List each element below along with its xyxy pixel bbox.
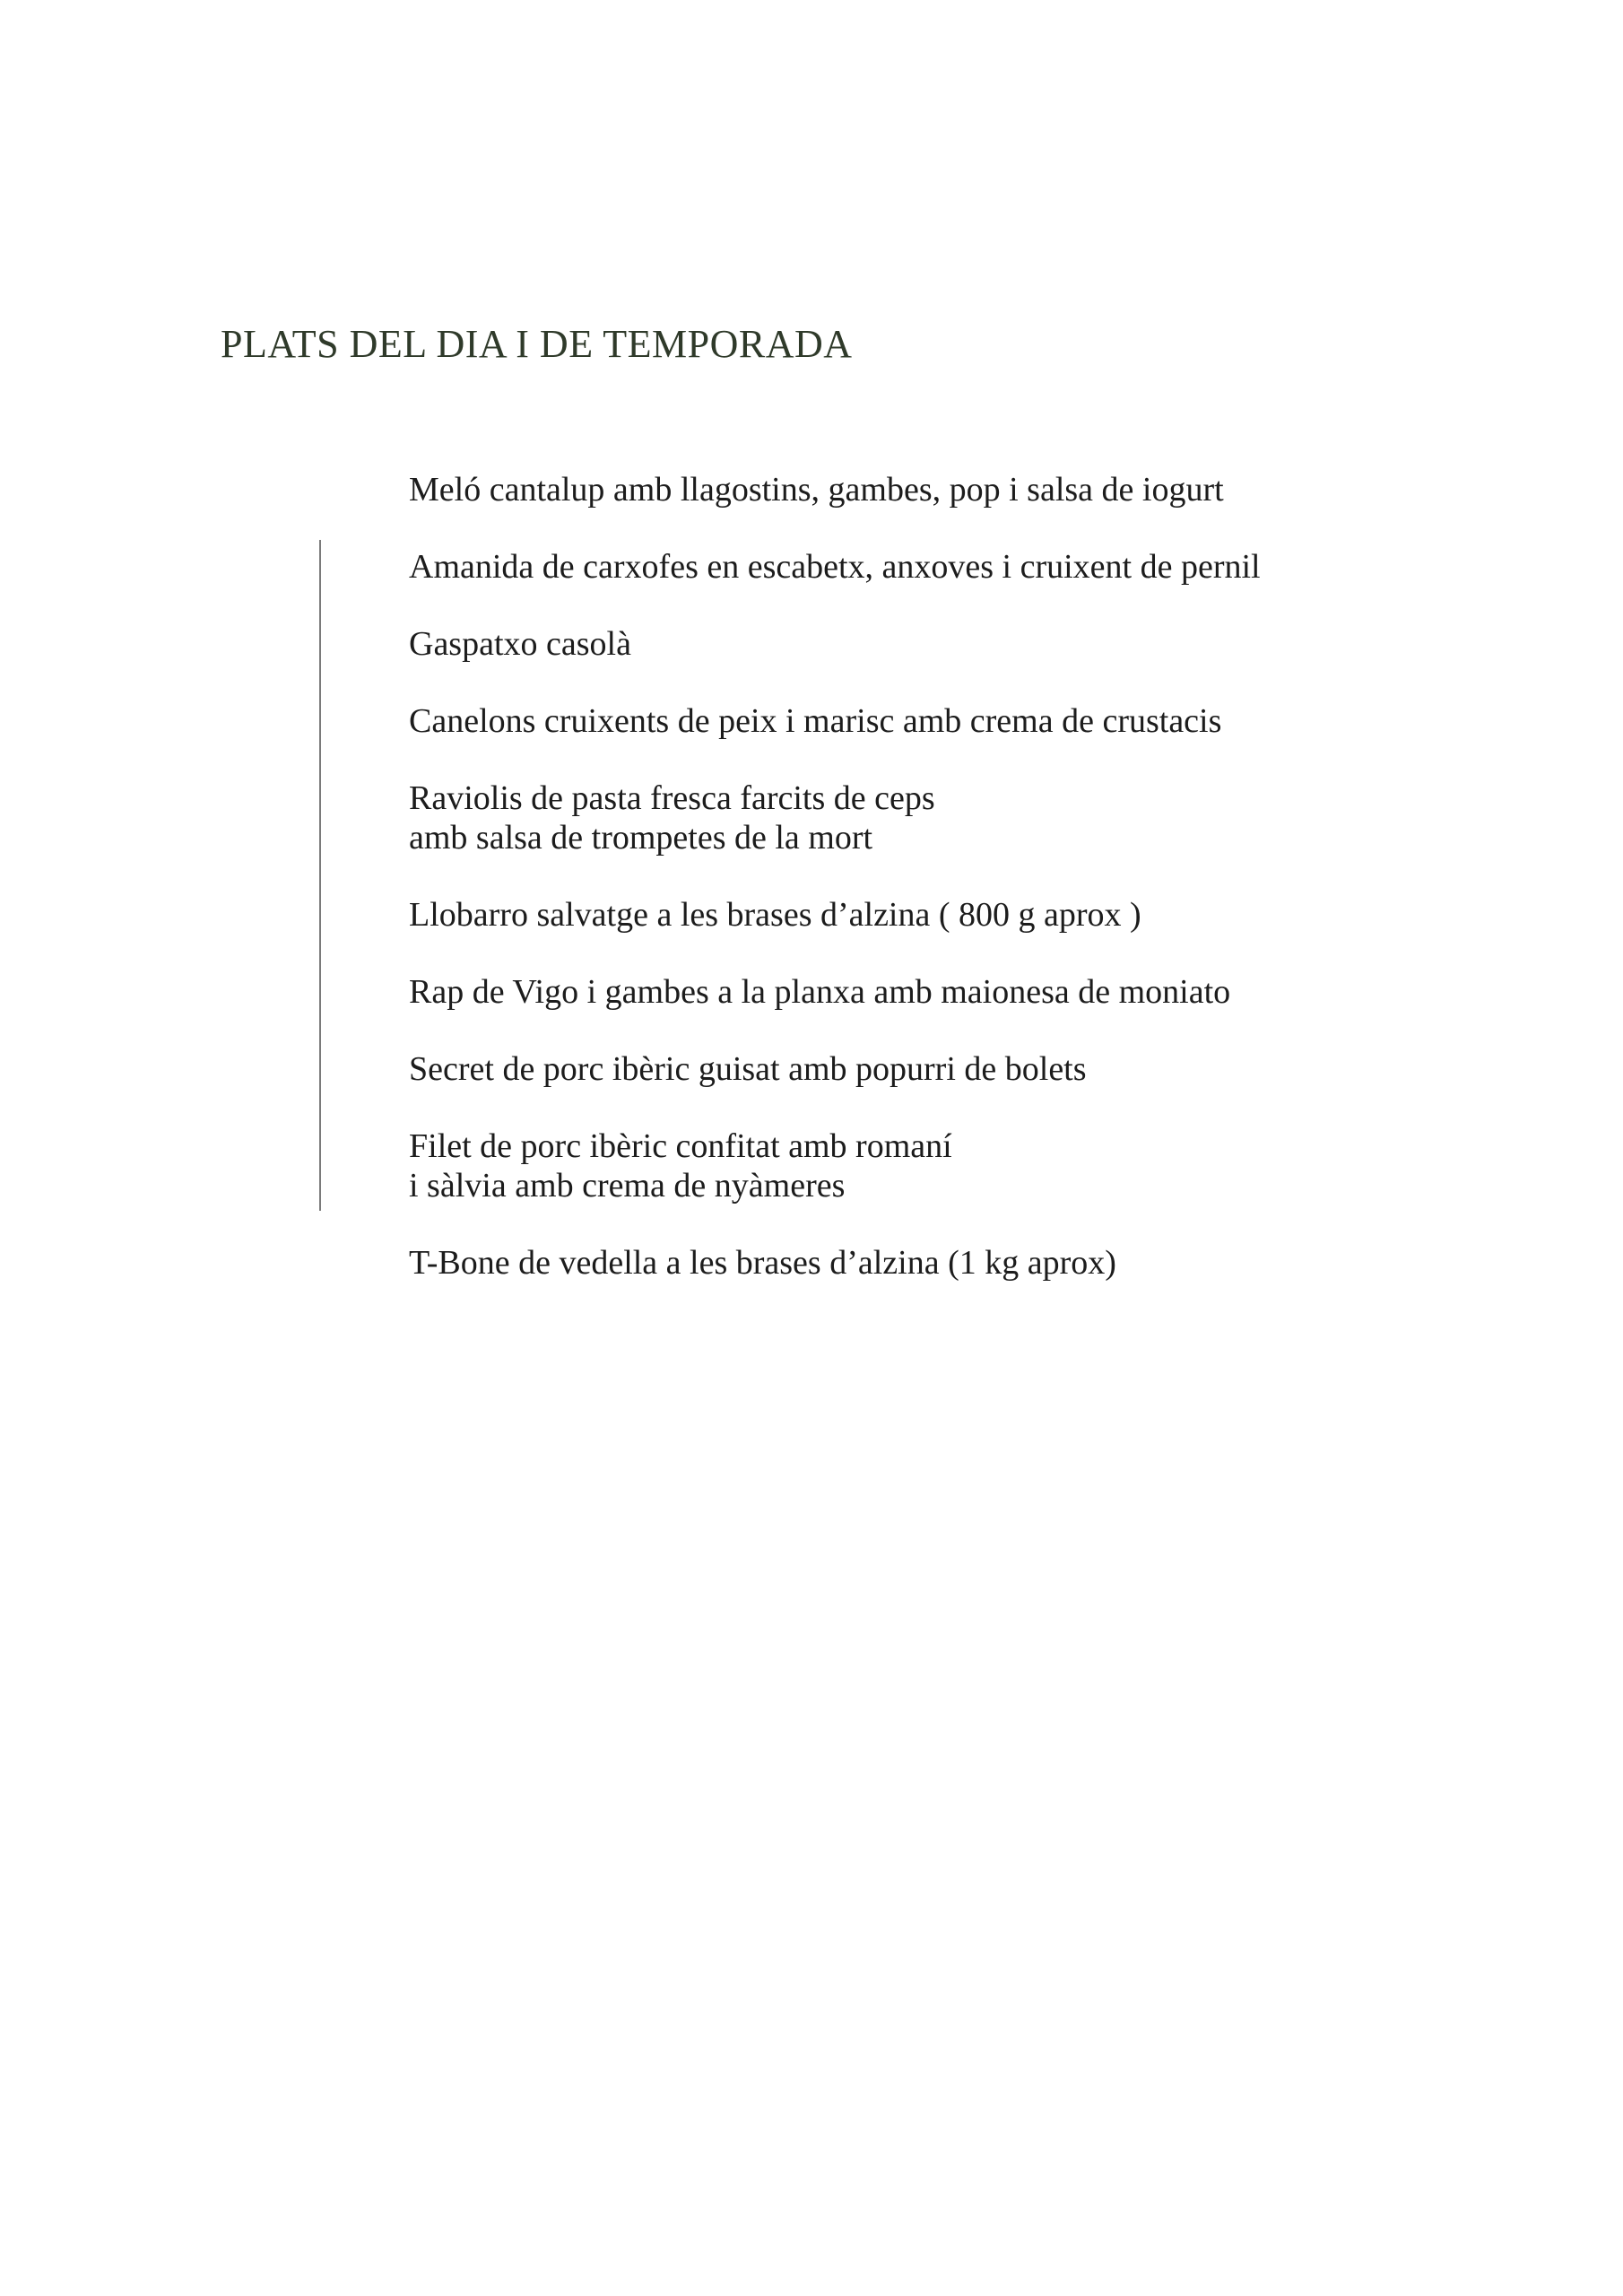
dish-list	[409, 470, 1261, 1320]
dish-item	[409, 1126, 1261, 1205]
dish-item	[409, 1243, 1261, 1283]
dish-item	[409, 778, 1261, 857]
dish-line: amb salsa de trompetes de la mort	[409, 819, 873, 857]
dish-line: T-Bone de vedella a les brases d’alzina (1 kg aprox)	[409, 1244, 1116, 1282]
dish-line: Amanida de carxofes en escabetx, anxoves i cruixent de pernil	[409, 548, 1261, 586]
dish-line: i sàlvia amb crema de nyàmeres	[409, 1167, 846, 1205]
dish-line: Secret de porc ibèric guisat amb popurri de bolets	[409, 1050, 1087, 1088]
dish-line: Rap de Vigo i gambes a la planxa amb maionesa de moniato	[409, 973, 1231, 1011]
dish-item	[409, 972, 1261, 1012]
page-title: PLATS DEL DIA I DE TEMPORADA	[221, 322, 853, 366]
dish-line: Filet de porc ibèric confitat amb romaní	[409, 1127, 952, 1165]
dish-item	[409, 547, 1261, 587]
dish-line: Raviolis de pasta fresca farcits de ceps	[409, 779, 935, 817]
dish-item	[409, 701, 1261, 741]
dish-item	[409, 1049, 1261, 1089]
dish-line: Gaspatxo casolà	[409, 625, 631, 663]
dish-line: Canelons cruixents de peix i marisc amb crema de crustacis	[409, 702, 1222, 740]
vertical-divider	[319, 540, 321, 1211]
dish-line: Meló cantalup amb llagostins, gambes, pop i salsa de iogurt	[409, 471, 1224, 509]
dish-item	[409, 624, 1261, 664]
dish-item	[409, 470, 1261, 509]
dish-item	[409, 895, 1261, 935]
dish-line: Llobarro salvatge a les brases d’alzina ( 800 g aprox )	[409, 896, 1141, 934]
